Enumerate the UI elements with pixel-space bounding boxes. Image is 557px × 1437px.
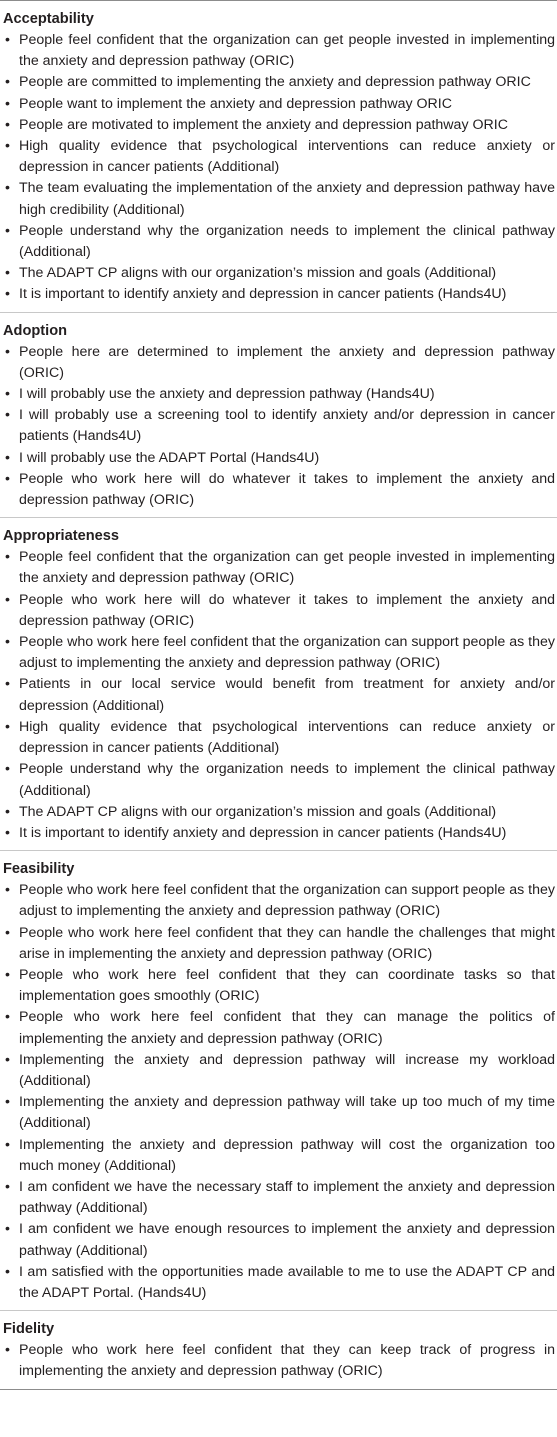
list-item (3, 284, 555, 305)
sections-container (0, 1, 557, 1389)
bullet-icon: • (5, 286, 10, 303)
item-list (3, 342, 555, 512)
item-text: Implementing the anxiety and depression pathway will increase my workload (Additional) (19, 1051, 555, 1089)
list-item (3, 1050, 555, 1092)
section-adoption (0, 313, 557, 519)
bullet-icon: • (5, 1094, 10, 1111)
list-item (3, 1092, 555, 1134)
item-text: People are committed to implementing the anxiety and depression pathway ORIC (19, 74, 531, 91)
item-text: High quality evidence that psychological interventions can reduce anxiety or depression in cancer patients (Additional) (19, 718, 555, 757)
item-text: People who work here feel confident that they can keep track of progress in implementing the anxiety and depression pathway (ORIC) (19, 1342, 555, 1380)
item-text: I am satisfied with the opportunities made available to me to use the ADAPT CP and the ADAPT Portal. (Hands4U) (19, 1263, 555, 1301)
section-fidelity (0, 1311, 557, 1388)
item-text: People who work here feel confident that the organization can support people as they adjust to implementing the anxiety and depression pathway (ORIC) (19, 634, 555, 672)
bullet-icon: • (5, 265, 10, 282)
bullet-icon: • (5, 343, 10, 360)
item-text: People who work here feel confident that they can coordinate tasks so that implementation goes smoothly (ORIC) (19, 966, 555, 1005)
item-text: People are motivated to implement the anxiety and depression pathway ORIC (19, 116, 508, 133)
item-text: High quality evidence that psychological interventions can reduce anxiety or depression in cancer patients (Additional) (19, 138, 555, 176)
item-list (3, 880, 555, 1304)
item-text: I will probably use the ADAPT Portal (Hands4U) (19, 449, 320, 466)
bullet-icon: • (5, 74, 10, 91)
bullet-icon: • (5, 803, 10, 820)
item-text: People feel confident that the organization can get people invested in implementing the anxiety and depression pathway (ORIC) (19, 549, 555, 587)
list-item (3, 590, 555, 632)
item-text: The team evaluating the implementation of the anxiety and depression pathway have high credibility (Additional) (19, 180, 555, 218)
item-text: People who work here will do whatever it takes to implement the anxiety and depression pathway (ORIC) (19, 591, 555, 629)
list-item (3, 448, 555, 469)
item-text: It is important to identify anxiety and depression in cancer patients (Hands4U) (19, 824, 507, 841)
list-item (3, 717, 555, 759)
item-text: People who work here feel confident that they can manage the politics of implementing the anxiety and depression pathway (ORIC) (19, 1009, 555, 1047)
bullet-icon: • (5, 761, 10, 778)
list-item (3, 342, 555, 384)
list-item (3, 632, 555, 674)
section-title: Feasibility (3, 861, 75, 878)
list-item (3, 1177, 555, 1219)
list-item (3, 1135, 555, 1177)
bullet-icon: • (5, 924, 10, 941)
item-text: Implementing the anxiety and depression pathway will take up too much of my time (Additional) (19, 1094, 555, 1132)
list-item (3, 823, 555, 844)
list-item (3, 221, 555, 263)
list-item (3, 115, 555, 136)
list-item (3, 94, 555, 115)
item-text: People want to implement the anxiety and depression pathway ORIC (19, 95, 452, 112)
bullet-icon: • (5, 180, 10, 197)
bullet-icon: • (5, 1263, 10, 1280)
section-acceptability (0, 1, 557, 313)
bullet-icon: • (5, 1342, 10, 1359)
item-text: Implementing the anxiety and depression pathway will cost the organization too much money (Additional) (19, 1136, 555, 1174)
bullet-icon: • (5, 138, 10, 155)
bullet-icon: • (5, 966, 10, 983)
item-text: People feel confident that the organization can get people invested in implementing the anxiety and depression pathway (ORIC) (19, 32, 555, 70)
list-item (3, 405, 555, 447)
bullet-icon: • (5, 824, 10, 841)
list-item (3, 923, 555, 965)
list-item (3, 759, 555, 801)
item-text: It is important to identify anxiety and depression in cancer patients (Hands4U) (19, 286, 507, 303)
bullet-icon: • (5, 591, 10, 608)
section-title: Adoption (3, 322, 68, 339)
list-item (3, 1007, 555, 1049)
item-list (3, 1340, 555, 1382)
bullet-icon: • (5, 449, 10, 466)
bullet-icon: • (5, 1136, 10, 1153)
list-item (3, 674, 555, 716)
bullet-icon: • (5, 882, 10, 899)
item-text: Patients in our local service would benefit from treatment for anxiety and/or depression (Additional) (19, 676, 555, 714)
bullet-icon: • (5, 95, 10, 112)
bullet-icon: • (5, 1221, 10, 1238)
list-item (3, 136, 555, 178)
bullet-icon: • (5, 222, 10, 239)
item-text: People understand why the organization needs to implement the clinical pathway (Additional) (19, 222, 555, 261)
bullet-icon: • (5, 32, 10, 48)
item-list (3, 547, 555, 844)
bullet-icon: • (5, 1009, 10, 1026)
list-item (3, 72, 555, 93)
section-appropriateness (0, 518, 557, 851)
list-item (3, 880, 555, 922)
item-text: People here are determined to implement the anxiety and depression pathway (ORIC) (19, 343, 555, 381)
list-item (3, 1262, 555, 1304)
bullet-icon: • (5, 407, 10, 424)
bullet-icon: • (5, 386, 10, 403)
list-item (3, 1219, 555, 1261)
item-text: I am confident we have the necessary staff to implement the anxiety and depression pathway (Additional) (19, 1178, 555, 1217)
list-item (3, 547, 555, 589)
list-item (3, 802, 555, 823)
section-title: Acceptability (3, 11, 94, 27)
item-list (3, 30, 555, 306)
list-item (3, 469, 555, 511)
list-item (3, 965, 555, 1007)
list-item (3, 30, 555, 72)
section-title: Fidelity (3, 1321, 55, 1338)
list-item (3, 384, 555, 405)
bullet-icon: • (5, 1051, 10, 1068)
bullet-icon: • (5, 634, 10, 651)
list-item (3, 263, 555, 284)
item-text: I will probably use the anxiety and depression pathway (Hands4U) (19, 386, 435, 403)
item-text: The ADAPT CP aligns with our organization’s mission and goals (Additional) (19, 803, 497, 820)
item-text: I will probably use a screening tool to identify anxiety and/or depression in cancer patients (Hands4U) (19, 407, 555, 445)
item-text: People who work here will do whatever it takes to implement the anxiety and depression pathway (ORIC) (19, 470, 555, 509)
list-item (3, 178, 555, 220)
item-text: People understand why the organization needs to implement the clinical pathway (Additional) (19, 761, 555, 799)
section-feasibility (0, 851, 557, 1311)
bullet-icon: • (5, 1178, 10, 1195)
bullet-icon: • (5, 718, 10, 735)
bullet-icon: • (5, 116, 10, 133)
bullet-icon: • (5, 676, 10, 693)
item-text: People who work here feel confident that they can handle the challenges that might arise in implementing the anxiety and depression pathway (ORIC) (19, 924, 555, 962)
bullet-icon: • (5, 470, 10, 487)
item-text: I am confident we have enough resources to implement the anxiety and depression pathway (Additional) (19, 1221, 555, 1259)
item-text: People who work here feel confident that the organization can support people as they adjust to implementing the anxiety and depression pathway (ORIC) (19, 882, 555, 920)
section-title: Appropriateness (3, 528, 119, 545)
item-text: The ADAPT CP aligns with our organization’s mission and goals (Additional) (19, 265, 497, 282)
list-item (3, 1340, 555, 1382)
bullet-icon: • (5, 549, 10, 566)
